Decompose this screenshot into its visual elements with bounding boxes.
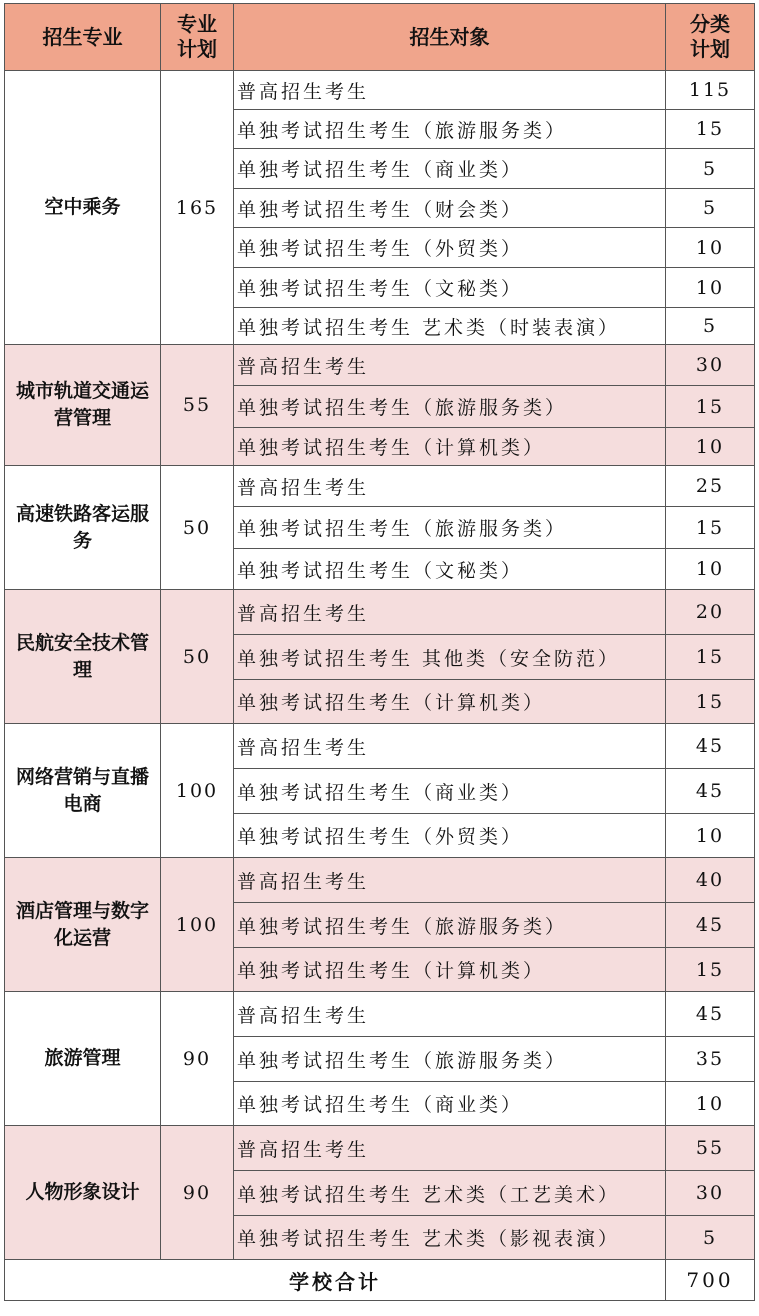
major-plan: 50: [161, 590, 234, 724]
total-count: 700: [666, 1260, 755, 1301]
target-cell: 单独考试招生考生 艺术类（时装表演）: [234, 308, 666, 345]
count-cell: 40: [666, 858, 755, 903]
major-plan: 90: [161, 1126, 234, 1260]
total-row: [5, 1260, 755, 1301]
major-name: 城市轨道交通运营管理: [5, 345, 161, 466]
enrollment-plan-table: [4, 3, 755, 1301]
count-cell: 10: [666, 428, 755, 466]
major-name: 旅游管理: [5, 992, 161, 1126]
target-cell: 单独考试招生考生（财会类）: [234, 189, 666, 228]
table-body: [5, 71, 755, 1301]
count-cell: 25: [666, 466, 755, 507]
table-row: [5, 724, 755, 769]
major-plan: 165: [161, 71, 234, 345]
target-cell: 单独考试招生考生 其他类（安全防范）: [234, 635, 666, 680]
target-cell: 普高招生考生: [234, 858, 666, 903]
header-count: [666, 4, 755, 71]
count-cell: 115: [666, 71, 755, 110]
table-row: [5, 858, 755, 903]
count-cell: 30: [666, 1171, 755, 1216]
target-cell: 单独考试招生考生（旅游服务类）: [234, 386, 666, 428]
count-cell: 5: [666, 308, 755, 345]
count-cell: 20: [666, 590, 755, 635]
target-cell: 单独考试招生考生（计算机类）: [234, 428, 666, 466]
count-cell: 30: [666, 345, 755, 386]
table-row: [5, 590, 755, 635]
count-cell: 45: [666, 724, 755, 769]
count-cell: 45: [666, 769, 755, 814]
target-cell: 单独考试招生考生（旅游服务类）: [234, 903, 666, 948]
count-cell: 10: [666, 549, 755, 590]
target-cell: 单独考试招生考生（计算机类）: [234, 680, 666, 724]
total-label: 学校合计: [5, 1260, 666, 1301]
count-cell: 55: [666, 1126, 755, 1171]
target-cell: 普高招生考生: [234, 724, 666, 769]
header-target: 招生对象: [234, 4, 666, 71]
count-cell: 15: [666, 507, 755, 549]
target-cell: 普高招生考生: [234, 345, 666, 386]
target-cell: 普高招生考生: [234, 1126, 666, 1171]
target-cell: 单独考试招生考生 艺术类（影视表演）: [234, 1216, 666, 1260]
major-plan: 55: [161, 345, 234, 466]
table-row: [5, 466, 755, 507]
count-cell: 10: [666, 268, 755, 308]
target-cell: 普高招生考生: [234, 466, 666, 507]
target-cell: 单独考试招生考生（商业类）: [234, 1082, 666, 1126]
major-name: 网络营销与直播电商: [5, 724, 161, 858]
count-cell: 45: [666, 992, 755, 1037]
target-cell: 单独考试招生考生（文秘类）: [234, 268, 666, 308]
count-cell: 45: [666, 903, 755, 948]
target-cell: 普高招生考生: [234, 590, 666, 635]
target-cell: 单独考试招生考生（外贸类）: [234, 228, 666, 268]
count-cell: 5: [666, 1216, 755, 1260]
table-row: [5, 71, 755, 110]
target-cell: 单独考试招生考生（外贸类）: [234, 814, 666, 858]
target-cell: 单独考试招生考生 艺术类（工艺美术）: [234, 1171, 666, 1216]
count-cell: 10: [666, 1082, 755, 1126]
table-row: [5, 1126, 755, 1171]
target-cell: 单独考试招生考生（商业类）: [234, 149, 666, 189]
header-major: 招生专业: [5, 4, 161, 71]
count-cell: 5: [666, 149, 755, 189]
target-cell: 单独考试招生考生（旅游服务类）: [234, 1037, 666, 1082]
major-name: 人物形象设计: [5, 1126, 161, 1260]
table-row: [5, 345, 755, 386]
header-plan-text: 专业计划: [177, 12, 217, 61]
header-count-text: 分类计划: [690, 12, 730, 61]
count-cell: 35: [666, 1037, 755, 1082]
major-plan: 100: [161, 724, 234, 858]
target-cell: 单独考试招生考生（旅游服务类）: [234, 110, 666, 149]
count-cell: 10: [666, 228, 755, 268]
major-name: 酒店管理与数字化运营: [5, 858, 161, 992]
major-plan: 100: [161, 858, 234, 992]
count-cell: 15: [666, 110, 755, 149]
count-cell: 15: [666, 948, 755, 992]
target-cell: 单独考试招生考生（旅游服务类）: [234, 507, 666, 549]
count-cell: 10: [666, 814, 755, 858]
major-plan: 90: [161, 992, 234, 1126]
target-cell: 普高招生考生: [234, 992, 666, 1037]
target-cell: 普高招生考生: [234, 71, 666, 110]
major-name: 空中乘务: [5, 71, 161, 345]
count-cell: 15: [666, 386, 755, 428]
header-row: [5, 4, 755, 71]
major-plan: 50: [161, 466, 234, 590]
major-name: 民航安全技术管理: [5, 590, 161, 724]
table-row: [5, 992, 755, 1037]
count-cell: 5: [666, 189, 755, 228]
target-cell: 单独考试招生考生（文秘类）: [234, 549, 666, 590]
major-name: 高速铁路客运服务: [5, 466, 161, 590]
target-cell: 单独考试招生考生（计算机类）: [234, 948, 666, 992]
header-plan: [161, 4, 234, 71]
count-cell: 15: [666, 635, 755, 680]
target-cell: 单独考试招生考生（商业类）: [234, 769, 666, 814]
count-cell: 15: [666, 680, 755, 724]
